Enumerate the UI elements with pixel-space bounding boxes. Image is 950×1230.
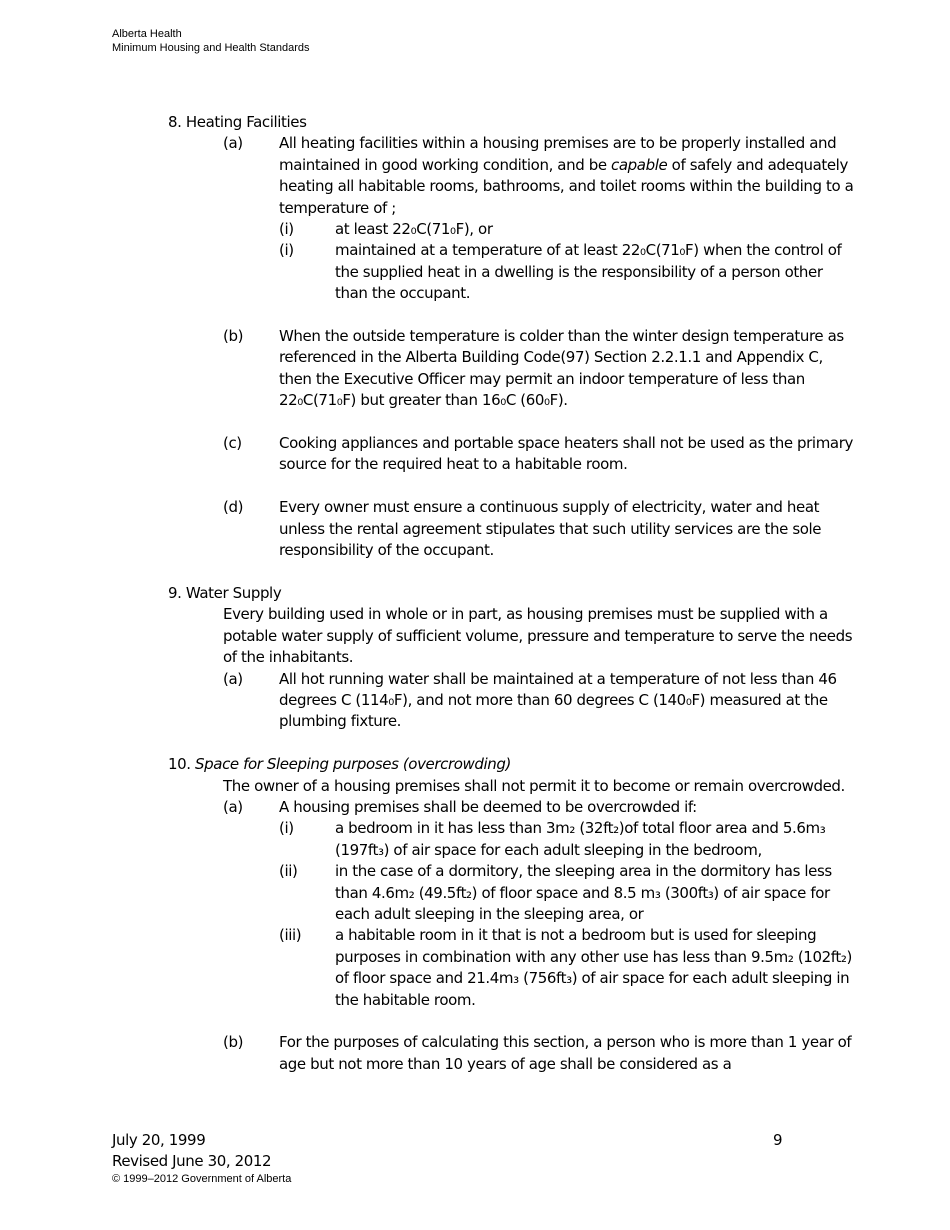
- section-10a-iii: [168, 925, 858, 1011]
- section-8b-label: (b): [223, 327, 244, 346]
- section-8c: [168, 433, 858, 476]
- section-9-intro: Every building used in whole or in part, as housing premises must be supplied with a potable water supply of sufficient volume, pressure and temperature to serve the needs of the inhabitants.: [223, 605, 853, 667]
- section-8a-i: [168, 219, 858, 240]
- section-10a-ii-text: in the case of a dormitory, the sleeping area in the dormitory has less than 4.6m₂ (49.5ft₂) of floor space and 8.5 m₃ (300ft₃) of air space for each adult sleeping in the sleeping area, or: [335, 862, 832, 923]
- section-8c-label: (c): [223, 434, 242, 453]
- section-10-title: Space for Sleeping purposes (overcrowding): [195, 755, 511, 774]
- section-10a-i-label: (i): [279, 819, 294, 838]
- section-8d: [168, 497, 858, 561]
- section-8a-text-1: All heating facilities within a housing premises are to be properly installed and maintained in good working condition, and be: [279, 134, 837, 174]
- section-9a: [168, 669, 858, 733]
- section-9a-label: (a): [223, 669, 243, 688]
- section-10b-text: For the purposes of calculating this section, a person who is more than 1 year of age but not more than 10 years of age shall be considered as a: [279, 1033, 852, 1073]
- section-10a-i: [168, 818, 858, 861]
- section-8a-i-text: at least 22₀C(71₀F), or: [335, 220, 493, 239]
- section-10a-iii-text: a habitable room in it that is not a bedroom but is used for sleeping purposes in combination with any other use has less than 9.5m₂ (102ft₂) of floor space and 21.4m₃ (756ft₃) of air space for each adult sleeping in the habitable room.: [335, 926, 852, 1009]
- section-10a-iii-label: (iii): [279, 926, 302, 945]
- footer-revised: Revised June 30, 2012: [112, 1152, 272, 1171]
- page-header: [112, 27, 310, 55]
- section-8d-label: (d): [223, 498, 244, 517]
- header-org: Alberta Health: [112, 28, 182, 40]
- section-10a-ii: [168, 861, 858, 925]
- section-10-intro: The owner of a housing premises shall not permit it to become or remain overcrowded.: [223, 776, 845, 795]
- header-doc-title: Minimum Housing and Health Standards: [112, 42, 310, 54]
- section-10-number: 10.: [168, 755, 196, 774]
- footer-copyright: © 1999–2012 Government of Alberta: [112, 1173, 292, 1185]
- section-9-heading: 9. Water Supply: [168, 583, 282, 602]
- section-8b-text: When the outside temperature is colder than the winter design temperature as referenced in the Alberta Building Code(97) Section 2.2.1.1 and Appendix C, then the Executive Officer may permit an indoor temperature of less than 22₀C(71₀F) but greater than 16₀C (60₀F).: [279, 327, 844, 410]
- section-8c-text: Cooking appliances and portable space heaters shall not be used as the primary source for the required heat to a habitable room.: [279, 434, 853, 474]
- section-8-heading: 8. Heating Facilities: [168, 113, 307, 131]
- section-8b: [168, 326, 858, 412]
- section-8a-i2-text: maintained at a temperature of at least 22₀C(71₀F) when the control of the supplied heat in a dwelling is the responsibility of a person other than the occupant.: [335, 241, 842, 303]
- section-10-heading: [168, 754, 858, 775]
- section-8a-text-2: of safely and adequately heating all habitable rooms, bathrooms, and toilet rooms within the building to a temperature of ;: [279, 155, 854, 217]
- section-10a-label: (a): [223, 797, 243, 816]
- section-10a-ii-label: (ii): [279, 862, 298, 881]
- section-10b: [168, 1032, 858, 1075]
- section-8a-i2: [168, 240, 858, 304]
- document-body: [168, 112, 858, 1075]
- section-10b-label: (b): [223, 1033, 244, 1052]
- section-8a-label: (a): [223, 134, 243, 153]
- page-number: 9: [773, 1131, 783, 1149]
- section-8a: [168, 133, 858, 219]
- section-8a-i-label: (i): [279, 220, 294, 239]
- section-8a-i2-label: (i): [279, 241, 294, 260]
- section-10a-i-text: a bedroom in it has less than 3m₂ (32ft₂)of total floor area and 5.6m₃ (197ft₃) of air space for each adult sleeping in the bedroom,: [335, 819, 826, 859]
- section-10a: [168, 797, 858, 818]
- section-10a-text: A housing premises shall be deemed to be overcrowded if:: [279, 797, 697, 816]
- footer-date: July 20, 1999: [112, 1131, 206, 1149]
- section-9a-text: All hot running water shall be maintained at a temperature of not less than 46 degrees C (114₀F), and not more than 60 degrees C (140₀F) measured at the plumbing fixture.: [279, 669, 837, 731]
- section-8a-text-emphasis: capable: [611, 155, 668, 174]
- section-8d-text: Every owner must ensure a continuous supply of electricity, water and heat unless the rental agreement stipulates that such utility services are the sole responsibility of the occupant.: [279, 498, 822, 560]
- page-footer: [112, 1130, 271, 1173]
